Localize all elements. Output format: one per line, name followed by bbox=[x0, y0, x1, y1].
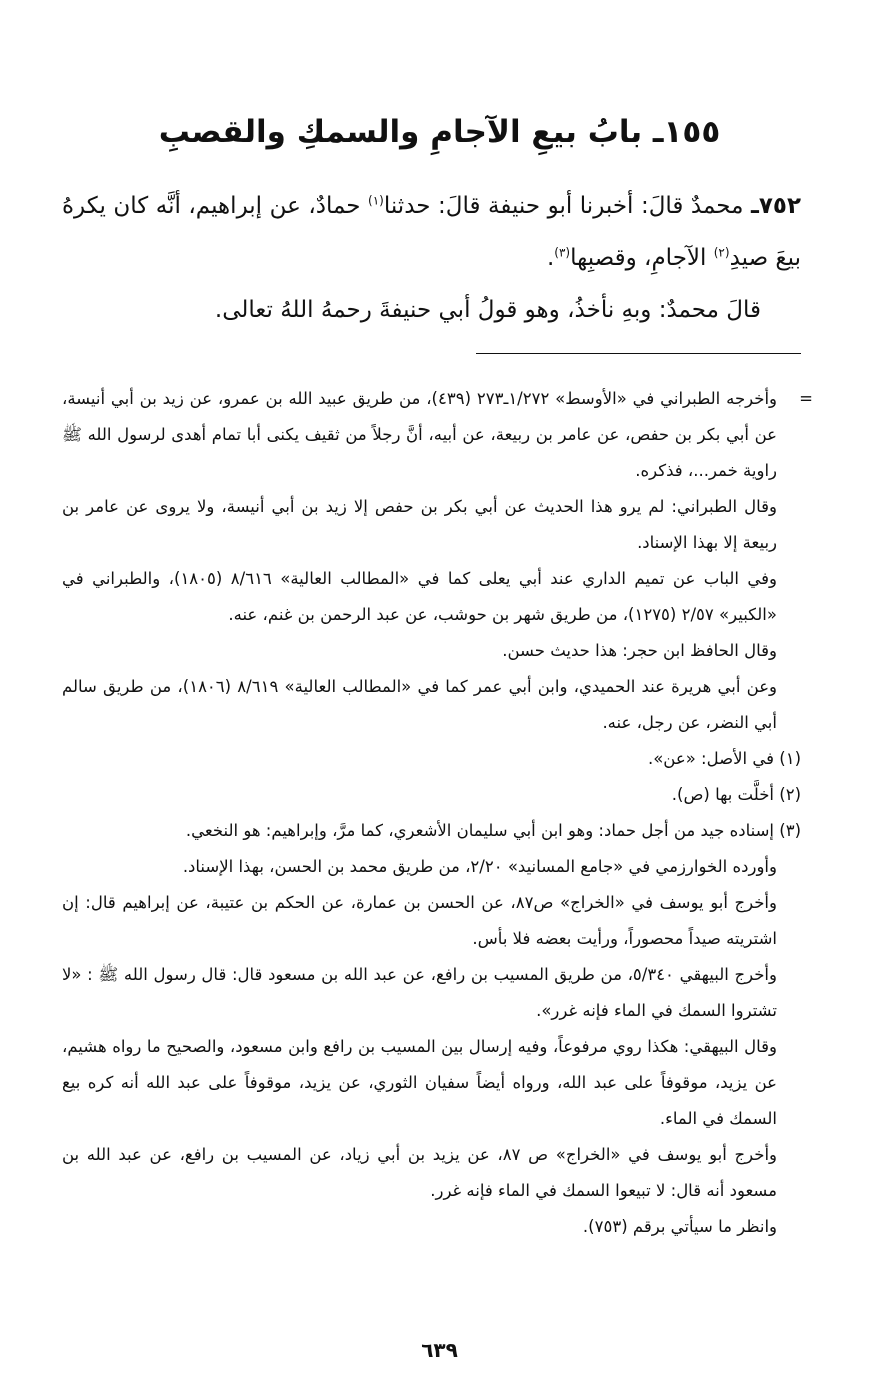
main-text bbox=[62, 180, 801, 336]
narration-paragraph bbox=[62, 180, 801, 284]
narration-line1: محمدٌ قالَ: أخبرنا أبو حنيفة قالَ: حدثنا bbox=[383, 193, 744, 219]
author-opinion: قالَ محمدٌ: وبهِ نأخذُ، وهو قولُ أبي حنيفةَ رحمهُ اللهُ تعالى. bbox=[214, 297, 761, 323]
footnote-3-paragraph: وأورده الخوارزمي في «جامع المسانيد» ٢/٢٠، من طريق محمد بن الحسن، بهذا الإسناد. bbox=[182, 857, 777, 876]
footnote-ref-3: (٣) bbox=[554, 245, 571, 260]
footnote-paragraph: وعن أبي هريرة عند الحميدي، وابن أبي عمر كما في «المطالب العالية» ٨/٦١٩ (١٨٠٦)، من طريق سالم أبي النضر، عن رجل، عنه. bbox=[62, 677, 778, 732]
chapter-title: ١٥٥ـ بابُ بيعِ الآجامِ والسمكِ والقصبِ bbox=[158, 114, 721, 150]
narration-number: ٧٥٢ـ bbox=[751, 193, 801, 219]
footnote-2: (٢) أخلَّت بها (ص). bbox=[671, 785, 801, 804]
footnote-3-paragraph: وقال البيهقي: هكذا روي مرفوعاً، وفيه إرسال بين المسيب بن رافع وابن مسعود، والصحيح ما رواه هشيم، عن يزيد، موقوفاً على عبد الله، ورواه أيضاً سفيان الثوري، عن يزيد، موقوفاً على عبد الله أنه كره بيع السمك في الماء. bbox=[62, 1037, 777, 1128]
footnote-1: (١) في الأصل: «عن». bbox=[647, 749, 801, 768]
narration-line1b: حمادٌ، عن إبراهيم، أنَّه كان يكرهُ بيعَ صيدِ bbox=[62, 193, 801, 271]
footnote-paragraph: وقال الحافظ ابن حجر: هذا حديث حسن. bbox=[502, 641, 777, 660]
footnotes-section bbox=[62, 381, 813, 1245]
footnote-3-paragraph: وأخرج أبو يوسف في «الخراج» ص ٨٧، عن يزيد بن أبي زياد، عن المسيب بن رافع، عن عبد الله بن مسعود أنه قال: لا تبيعوا السمك في الماء فإنه غرر. bbox=[62, 1145, 778, 1200]
footnote-paragraph: وأخرجه الطبراني في «الأوسط» ١/٢٧٢ـ٢٧٣ (٤٣٩)، من طريق عبيد الله بن عمرو، عن زيد بن أبي أنيسة، عن أبي بكر بن حفص، عن عامر بن ربيعة، عن أبيه، أنَّ رجلاً من ثقيف يكنى أبا تمام أهدى لرسول الله ﷺ راوية خمر...، فذكره. bbox=[62, 389, 777, 480]
footnote-3: (٣) إسناده جيد من أجل حماد: وهو ابن أبي سليمان الأشعري، كما مرَّ، وإبراهيم: هو النخعي. bbox=[185, 821, 801, 840]
footnote-3-paragraph: وأخرج أبو يوسف في «الخراج» ص٨٧، عن الحسن بن عمارة، عن الحكم بن عتيبة، عن إبراهيم قال: إن اشتريته صيداً محصوراً، ورأيت بعضه فلا بأس. bbox=[62, 893, 777, 948]
continuation-marker: = bbox=[799, 389, 813, 408]
narration-line2b: الآجامِ، وقصبِها bbox=[570, 245, 714, 271]
footnote-ref-2: (٢) bbox=[713, 245, 730, 260]
page-number: ٦٣٩ bbox=[421, 1338, 458, 1362]
footnote-continuation bbox=[62, 381, 813, 741]
footnote-3-paragraph: وانظر ما سيأتي برقم (٧٥٣). bbox=[582, 1217, 777, 1236]
footnote-paragraph: وقال الطبراني: لم يرو هذا الحديث عن أبي بكر بن حفص إلا زيد بن أبي أنيسة، ولا يروى عن عامر بن ربيعة إلا بهذا الإسناد. bbox=[62, 497, 777, 552]
footnote-3-paragraph: وأخرج البيهقي ٥/٣٤٠، من طريق المسيب بن رافع، عن عبد الله بن مسعود قال: قال رسول الله ﷺ : «لا تشتروا السمك في الماء فإنه غرر». bbox=[62, 965, 777, 1020]
footnote-ref-1: (١) bbox=[368, 193, 384, 208]
footnote-paragraph: وفي الباب عن تميم الداري عند أبي يعلى كما في «المطالب العالية» ٨/٦١٦ (١٨٠٥)، والطبراني في «الكبير» ٢/٥٧ (١٢٧٥)، من طريق شهر بن حوشب، عن عبد الرحمن بن غنم، عنه. bbox=[62, 569, 777, 624]
narration-line2c: . bbox=[546, 245, 555, 271]
footnote-separator bbox=[476, 353, 801, 354]
